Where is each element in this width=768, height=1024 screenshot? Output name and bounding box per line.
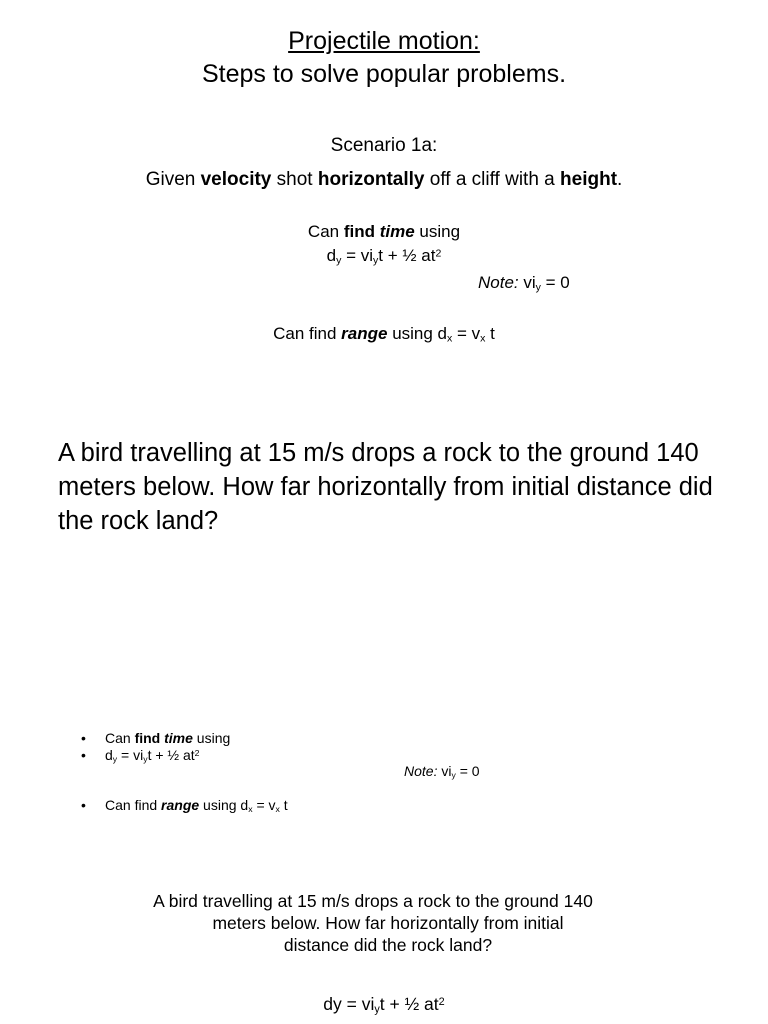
problem-line-1: A bird travelling at 15 m/s drops a rock to the ground 140 [153,891,593,911]
bullet-time-equation: • $d_y = vi_yt$ + ½ $at^2$ [81,747,200,765]
bullet-find-time: • Can find time using [81,730,231,746]
problem-line-2: meters below. How far horizontally from initial [212,913,564,933]
scenario-given: Given velocity shot horizontally off a cliff with a height. [145,169,623,190]
problem-line-3: distance did the rock land? [283,935,493,955]
bullet-find-range: • Can find range using $d_x = v_x$ t [81,797,288,815]
scenario-label: Scenario 1a: [330,135,438,156]
page-title: Projectile motion: [288,27,480,55]
bullet-icon: • [81,747,86,763]
final-equation: dy = $vi_yt$ + ½ $at^2$ [323,994,445,1016]
bullet-icon: • [81,797,86,813]
problem-statement: A bird travelling at 15 m/s drops a rock to the ground 140 meters below. How far horizontally from initial distance did the rock land? [58,439,713,535]
time-equation: $d_y = vi_yt$ + ½ $at^2$ [326,246,442,267]
bullet-icon: • [81,730,86,746]
note-vi: Note: $vi_y = 0$ [478,273,570,294]
page-subtitle: Steps to solve popular problems. [201,60,567,88]
small-note-vi: Note: $vi_y = 0$ [404,763,480,781]
find-time-line: Can find time using [307,222,461,241]
find-range-line: Can find range using $d_x = v_x$ t [273,324,495,345]
